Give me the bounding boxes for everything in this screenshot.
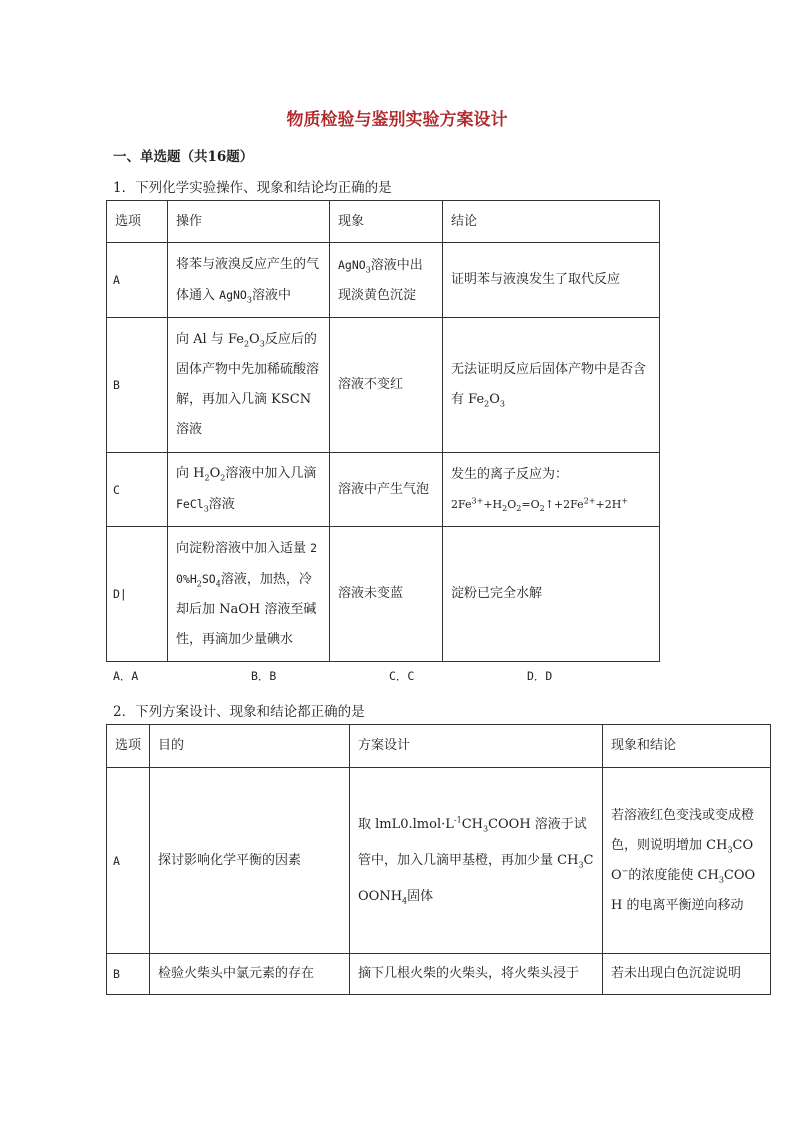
conclusion-cell: [443, 453, 660, 527]
conclusion-text: O: [489, 392, 500, 407]
superscript: +: [621, 495, 629, 505]
question-1-table: [106, 200, 660, 662]
table-row: [107, 768, 771, 954]
formula-text: 20%H: [176, 541, 318, 586]
design-text: 取 lmL0.lmol·L: [358, 816, 454, 832]
subscript: 4: [402, 896, 408, 906]
subscript: 3: [482, 824, 489, 834]
operation-text: 将苯与液溴反应产生的气体通入: [176, 256, 320, 303]
operation-text: 向淀粉溶液中加入适量: [176, 541, 307, 556]
phenomenon-text: 溶液中出现淡黄色沉淀: [338, 257, 423, 303]
subscript: 2: [502, 503, 508, 513]
subscript: 3: [727, 845, 733, 855]
question-2-table: [106, 724, 771, 995]
phenomenon-cell: 溶液中产生气泡: [330, 453, 443, 527]
operation-text: 向 Al 与 Fe: [176, 332, 244, 347]
conclusion-cell: 淀粉已完全水解: [443, 527, 660, 662]
subscript: 3: [365, 265, 371, 275]
formula-text: AgNO: [338, 257, 366, 272]
table-row: [107, 527, 660, 662]
result-cell: [603, 768, 771, 954]
option-label: A: [107, 243, 168, 318]
header-design: 方案设计: [350, 725, 603, 768]
equation-part: O: [507, 497, 517, 511]
result-text: CH: [706, 837, 728, 853]
superscript: 2+: [583, 495, 596, 505]
subscript: 2: [243, 339, 250, 349]
answer-option-d[interactable]: D．D: [527, 669, 553, 683]
phenomenon-cell: 溶液未变蓝: [330, 527, 443, 662]
design-text: CH: [557, 852, 579, 868]
subscript: 3: [203, 504, 209, 514]
operation-cell: [168, 453, 330, 527]
subscript: 2: [539, 503, 545, 513]
table-row: [107, 954, 771, 995]
question-1-stem: 1．下列化学实验操作、现象和结论均正确的是: [113, 180, 392, 196]
operation-text: 向 H: [176, 466, 205, 481]
result-text: 若溶液红色变浅或变成橙色，则说明增加: [611, 807, 755, 853]
equation-part: 2Fe: [451, 497, 472, 511]
subscript: 3: [578, 860, 584, 870]
option-label: D|: [107, 527, 168, 662]
superscript: -1: [453, 815, 462, 825]
goal-cell: 检验火柴头中氯元素的存在: [150, 954, 350, 995]
answer-option-b[interactable]: B．B: [251, 669, 277, 683]
option-label: A: [107, 768, 150, 954]
equation-part: +H: [483, 497, 503, 511]
table-row: [107, 318, 660, 453]
result-text: COOH 的电离平衡逆向移动: [611, 867, 756, 913]
design-text: 固体: [407, 888, 434, 904]
header-operation: 操作: [168, 201, 330, 243]
ionic-equation: [451, 490, 651, 520]
answer-option-a[interactable]: A．A: [113, 669, 139, 683]
conclusion-text: 发生的离子反应为：: [451, 466, 569, 482]
design-text: COOH 溶液于试管中，加入几滴甲基橙，再加少量: [358, 816, 587, 868]
table-header-row: [107, 201, 660, 243]
design-text: COONH: [358, 852, 594, 904]
design-cell: [350, 768, 603, 954]
result-cell: 若未出现白色沉淀说明: [603, 954, 771, 995]
operation-text: 溶液中加入几滴: [225, 466, 317, 481]
formula-text: SO: [201, 572, 216, 586]
result-text: 的浓度能使: [628, 867, 694, 883]
result-text: COO: [611, 837, 754, 883]
section-heading: 一、单选题（共16题）: [113, 149, 254, 165]
subscript: 4: [215, 579, 221, 589]
header-result: 现象和结论: [603, 725, 771, 768]
operation-text: 反应后的固体产物中先加稀硫酸溶解，再加入几滴 KSCN 溶液: [176, 332, 320, 437]
operation-text: 溶液，加热，冷却后加 NaOH 溶液至碱性，再滴加少量碘水: [176, 572, 317, 647]
option-label: B: [107, 954, 150, 995]
header-goal: 目的: [150, 725, 350, 768]
header-option: 选项: [107, 725, 150, 768]
header-option: 选项: [107, 201, 168, 243]
operation-cell: [168, 527, 330, 662]
question-2-stem: 2．下列方案设计、现象和结论都正确的是: [113, 704, 365, 720]
header-phenomenon: 现象: [330, 201, 443, 243]
phenomenon-cell: [330, 243, 443, 318]
table-row: [107, 243, 660, 318]
subscript: 3: [259, 339, 265, 349]
subscript: 3: [246, 295, 252, 305]
subscript: 2: [484, 399, 490, 409]
table-row: [107, 453, 660, 527]
document-title: 物质检验与鉴别实验方案设计: [286, 110, 508, 130]
option-label: B: [107, 318, 168, 453]
operation-text: 溶液中: [251, 287, 291, 303]
operation-text: 溶液: [208, 497, 235, 512]
phenomenon-cell: 溶液不变红: [330, 318, 443, 453]
result-text: CH: [697, 867, 719, 883]
superscript: 3+: [471, 495, 484, 505]
equation-part: =O: [521, 497, 540, 511]
operation-text: O: [209, 466, 221, 481]
subscript: 2: [220, 473, 226, 483]
operation-cell: [168, 243, 330, 318]
option-label: C: [107, 453, 168, 527]
equation-part: ↑+2Fe: [544, 497, 584, 511]
goal-cell: 探讨影响化学平衡的因素: [150, 768, 350, 954]
conclusion-cell: 证明苯与液溴发生了取代反应: [443, 243, 660, 318]
answer-option-c[interactable]: C．C: [389, 669, 415, 683]
formula-text: AgNO: [219, 287, 247, 302]
subscript: 2: [196, 579, 202, 589]
subscript: 2: [516, 503, 522, 513]
subscript: 3: [718, 875, 724, 885]
header-conclusion: 结论: [443, 201, 660, 243]
formula-text: FeCl: [176, 497, 204, 511]
superscript: −: [621, 866, 629, 876]
operation-cell: [168, 318, 330, 453]
design-cell: 摘下几根火柴的火柴头，将火柴头浸于: [350, 954, 603, 995]
equation-part: +2H: [595, 497, 622, 511]
subscript: 2: [204, 473, 210, 483]
table-header-row: [107, 725, 771, 768]
conclusion-text: 无法证明反应后固体产物中是否含有 Fe: [451, 362, 647, 407]
design-text: CH: [461, 816, 483, 832]
conclusion-cell: [443, 318, 660, 453]
subscript: 3: [499, 399, 505, 409]
operation-text: O: [249, 332, 260, 347]
